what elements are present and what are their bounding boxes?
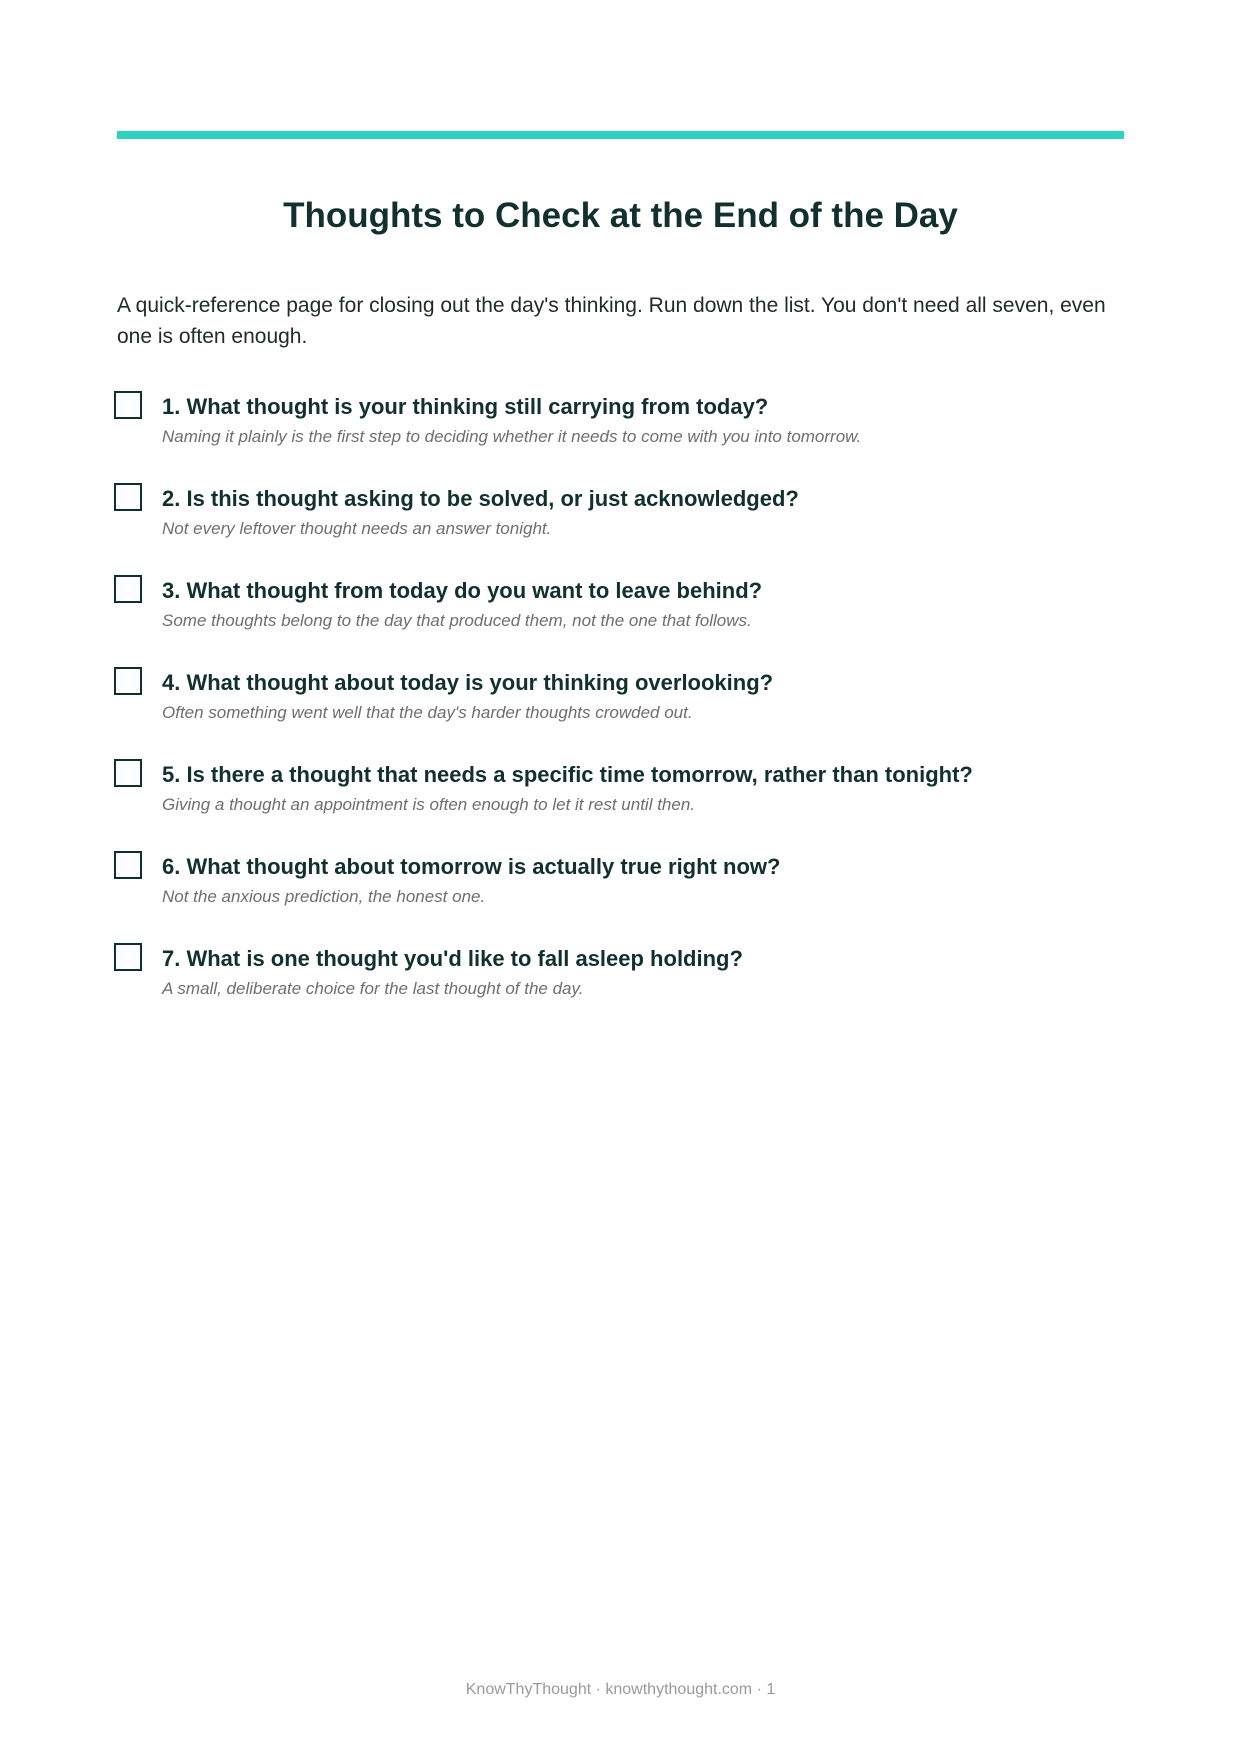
checklist-hint: Not the anxious prediction, the honest one. bbox=[162, 887, 486, 906]
checkbox[interactable] bbox=[114, 575, 142, 603]
checklist-hint: Often something went well that the day's harder thoughts crowded out. bbox=[162, 703, 693, 722]
checklist-question: 3. What thought from today do you want to leave behind? bbox=[162, 578, 763, 603]
page-title: Thoughts to Check at the End of the Day bbox=[283, 196, 958, 235]
checkbox[interactable] bbox=[114, 759, 142, 787]
checklist-item bbox=[114, 942, 1124, 1034]
intro-paragraph: A quick-reference page for closing out the day's thinking. Run down the list. You don't need all seven, even one is often enough. bbox=[117, 294, 1106, 348]
accent-rule bbox=[117, 131, 1124, 139]
checklist-question: 2. Is this thought asking to be solved, or just acknowledged? bbox=[162, 486, 799, 511]
checklist-hint: Some thoughts belong to the day that produced them, not the one that follows. bbox=[162, 611, 752, 630]
checklist-hint: Naming it plainly is the first step to deciding whether it needs to come with you into tomorrow. bbox=[162, 427, 862, 446]
checkbox[interactable] bbox=[114, 483, 142, 511]
checkbox[interactable] bbox=[114, 943, 142, 971]
checklist-item bbox=[114, 850, 1124, 942]
checklist-question: 6. What thought about tomorrow is actually true right now? bbox=[162, 854, 781, 879]
checklist-item bbox=[114, 666, 1124, 758]
checkbox[interactable] bbox=[114, 851, 142, 879]
checklist-question: 4. What thought about today is your thinking overlooking? bbox=[162, 670, 774, 695]
checklist-item bbox=[114, 390, 1124, 482]
checklist-hint: A small, deliberate choice for the last thought of the day. bbox=[162, 979, 584, 998]
checklist-hint: Not every leftover thought needs an answer tonight. bbox=[162, 519, 552, 538]
checklist-hint: Giving a thought an appointment is often enough to let it rest until then. bbox=[162, 795, 696, 814]
checklist-question: 7. What is one thought you'd like to fall asleep holding? bbox=[162, 946, 743, 971]
checklist-item bbox=[114, 758, 1124, 850]
checklist-item bbox=[114, 482, 1124, 574]
checklist-item bbox=[114, 574, 1124, 666]
checklist-question: 5. Is there a thought that needs a specific time tomorrow, rather than tonight? bbox=[162, 762, 973, 787]
checkbox[interactable] bbox=[114, 391, 142, 419]
checklist bbox=[114, 390, 1124, 1034]
checkbox[interactable] bbox=[114, 667, 142, 695]
page-footer: KnowThyThought · knowthythought.com · 1 bbox=[465, 1681, 776, 1698]
checklist-question: 1. What thought is your thinking still carrying from today? bbox=[162, 394, 769, 419]
